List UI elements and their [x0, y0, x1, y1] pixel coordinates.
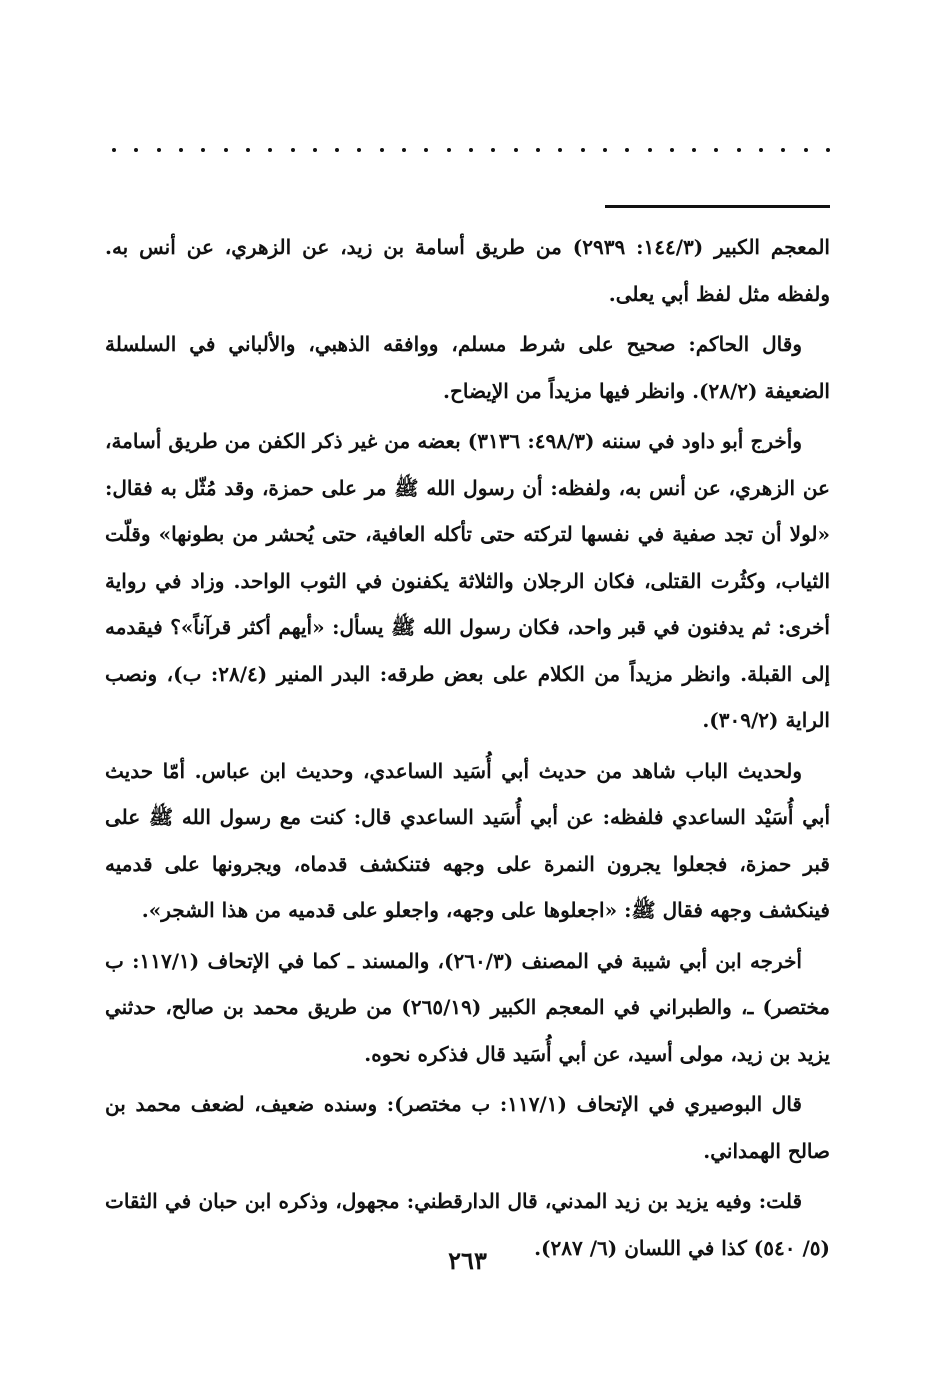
separator-dot [447, 148, 451, 152]
separator-dot [536, 148, 540, 152]
separator-dot [558, 148, 562, 152]
paragraph-2: وقال الحاكم: صحيح على شرط مسلم، ووافقه الذهبي، والألباني في السلسلة الضعيفة (٢٨/٢). وانظر فيها مزيداً من الإيضاح. [105, 332, 830, 403]
separator-dot [491, 148, 495, 152]
separator-dot [179, 148, 183, 152]
separator-dot [670, 148, 674, 152]
separator-dot [826, 148, 830, 152]
paragraph-4: ولحديث الباب شاهد من حديث أبي أُسَيد الساعدي، وحديث ابن عباس. أمّا حديث أبي أُسَيْد الساعدي فلفظه: عن أبي أُسَيد الساعدي قال: كنت مع رسول الله ﷺ على قبر حمزة، فجعلوا يجرون النمرة على وجهه فتنكشف قدماه، ويجرونها على قدميه فينكشف وجهه فقال ﷺ: «اجعلوها على وجهه، واجعلو على قدميه من هذا الشجر». [105, 758, 830, 922]
separator-dot [268, 148, 272, 152]
separator-dot [112, 148, 116, 152]
separator-dot [246, 148, 250, 152]
footnote-rule [605, 205, 830, 208]
page-body [105, 224, 830, 1275]
separator-dot [514, 148, 518, 152]
separator-dot [402, 148, 406, 152]
separator-dot [424, 148, 428, 152]
paragraph-7: قلت: وفيه يزيد بن زيد المدني، قال الدارقطني: مجهول، وذكره ابن حبان في الثقات (٥/ ٥٤٠) كذا في اللسان (٦/ ٢٨٧). [105, 1189, 830, 1260]
separator-dot [134, 148, 138, 152]
separator-dot [224, 148, 228, 152]
paragraph-5: أخرجه ابن أبي شيبة في المصنف (٢٦٠/٣)، والمسند ـ كما في الإتحاف (١١٧/١: ب مختصر) ـ، والطبراني في المعجم الكبير (٢٦٥/١٩) من طريق محمد بن صالح، حدثني يزيد بن زيد، مولى أسيد، عن أبي أُسَيد قال فذكره نحوه. [105, 948, 830, 1066]
separator-dot [625, 148, 629, 152]
separator-dots [112, 140, 830, 160]
separator-dot [692, 148, 696, 152]
separator-dot [380, 148, 384, 152]
separator-dot [714, 148, 718, 152]
separator-dot [804, 148, 808, 152]
separator-dot [648, 148, 652, 152]
separator-dot [759, 148, 763, 152]
separator-dot [737, 148, 741, 152]
separator-dot [201, 148, 205, 152]
separator-dot [335, 148, 339, 152]
separator-dot [157, 148, 161, 152]
separator-dot [603, 148, 607, 152]
paragraph-6: قال البوصيري في الإتحاف (١١٧/١: ب مختصر): وسنده ضعيف، لضعف محمد بن صالح الهمداني. [105, 1092, 830, 1163]
separator-dot [781, 148, 785, 152]
separator-dot [357, 148, 361, 152]
separator-dot [313, 148, 317, 152]
separator-dot [469, 148, 473, 152]
separator-dot [581, 148, 585, 152]
paragraph-3: وأخرج أبو داود في سننه (٤٩٨/٣: ٣١٣٦) بعضه من غير ذكر الكفن من طريق أسامة، عن الزهري، عن أنس به، ولفظه: أن رسول الله ﷺ مر على حمزة، وقد مُثّل به فقال: «لولا أن تجد صفية في نفسها لتركته حتى تأكله العافية، حتى يُحشر من بطونها» وقلّت الثياب، وكثُرت القتلى، فكان الرجلان والثلاثة يكفنون في الثوب الواحد. وزاد في رواية أخرى: ثم يدفنون في قبر واحد، فكان رسول الله ﷺ يسأل: «أيهم أكثر قرآناً»؟ فيقدمه إلى القبلة. وانظر مزيداً من الكلام على بعض طرقه: البدر المنير (٢٨/٤: ب)، ونصب الراية (٣٠٩/٢). [105, 429, 831, 732]
paragraph-1: المعجم الكبير (١٤٤/٣: ٢٩٣٩) من طريق أسامة بن زيد، عن الزهري، عن أنس به. ولفظه مثل لفظ أبي يعلى. [105, 235, 830, 306]
separator-dot [291, 148, 295, 152]
page-number: ٢٦٣ [448, 1246, 487, 1275]
